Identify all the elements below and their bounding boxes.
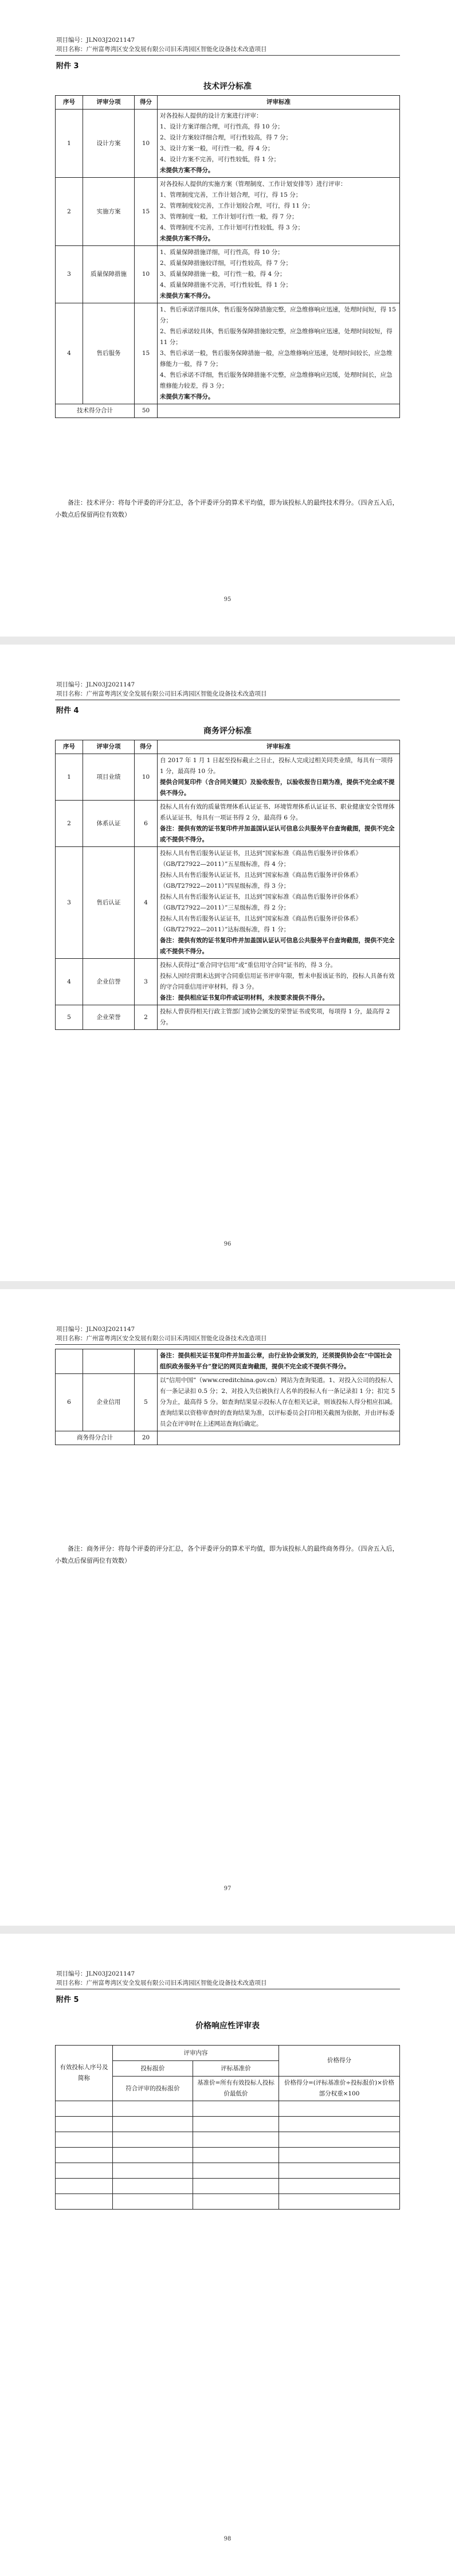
- table-row: [56, 754, 400, 801]
- row-criteria: [158, 801, 400, 847]
- attachment-label: 附件 4: [56, 707, 79, 715]
- row-number: 3: [56, 847, 83, 959]
- total-empty-cell: [158, 404, 400, 418]
- criteria-line: 自 2017 年 1 月 1 日起至投标截止之日止，投标人完成过相关同类业绩，每具有一项得 1 分，最高得 10 分。: [160, 757, 393, 775]
- row-criteria: [158, 847, 400, 959]
- page-header: [56, 680, 267, 698]
- row-score: 5: [135, 1374, 158, 1431]
- criteria-bold-note: 备注：提供有效的证书复印件并加盖国认证认可信息公共服务平台查询截图，提供不完全或不提供不得分。: [160, 937, 395, 955]
- total-value: 50: [135, 404, 158, 418]
- table-row: [56, 959, 400, 1005]
- bid-price-subheader: 符合评审的投标报价: [113, 2077, 193, 2101]
- criteria-bold-note: 未提供方案不得分。: [160, 393, 214, 400]
- criteria-line: 2、设计方案较详细合理，可行性较高，得 7 分；: [160, 134, 292, 141]
- bid-price-header: 投标报价: [113, 2061, 193, 2077]
- table-row: [56, 2132, 400, 2148]
- row-score: 6: [135, 801, 158, 847]
- criteria-bold-note: 未提供方案不得分。: [160, 235, 214, 242]
- row-score: 3: [135, 959, 158, 1005]
- criteria-line: 4、售后承诺不详细，售后服务保障措施不完整，应急维修响应迟缓，处理时间长，应急维修能力较差，得 3 分；: [160, 372, 393, 389]
- row-number: 6: [56, 1374, 83, 1431]
- criteria-line: 3、设计方案一般，可行性一般，得 4 分；: [160, 145, 274, 152]
- row-number: 3: [56, 246, 83, 303]
- header-divider: [55, 55, 400, 56]
- row-number: 2: [56, 801, 83, 847]
- table-row: [56, 847, 400, 959]
- row-number: 1: [56, 110, 83, 178]
- row-criteria: [158, 178, 400, 246]
- empty-cell: [56, 1349, 83, 1374]
- criteria-line: 3、管理制度一般，工作计划可行性一般，得 7 分；: [160, 213, 298, 220]
- criteria-line: 投标人具有有效的质量管理体系认证证书、环境管理体系认证证书、职业健康安全管理体系认证证书，每具有一项证书得 2 分，最高得 6 分。: [160, 803, 395, 821]
- row-criteria: [158, 959, 400, 1005]
- row-score: 15: [135, 178, 158, 246]
- criteria-bold-note: 提供合同复印件（含合同关键页）及验收报告，以验收报告日期为准，提供不完全或不提供不得分。: [160, 779, 395, 797]
- criteria-line: 1、质量保障措施详细，可行性高，得 10 分；: [160, 249, 284, 256]
- price-response-table: [55, 2045, 400, 2210]
- project-number: 项目编号：JLN03J2021147: [56, 1326, 135, 1333]
- total-label: 商务得分合计: [56, 1431, 135, 1445]
- bidder-header: 有效投标人序号及简称: [56, 2046, 113, 2101]
- row-score: 2: [135, 1005, 158, 1030]
- table-row: [56, 2194, 400, 2210]
- row-number: 2: [56, 178, 83, 246]
- total-empty-cell: [158, 1431, 400, 1445]
- criteria-line: 4、设计方案不完善，可行性较低，得 1 分；: [160, 156, 280, 163]
- row-item: 售后服务: [83, 303, 135, 404]
- table-title: 技术评分标准: [203, 82, 252, 91]
- row-item: 体系认证: [83, 801, 135, 847]
- document-page-3: [0, 1289, 455, 1926]
- table-row: [56, 246, 400, 303]
- criteria-line: 投标人因经营期未达到守合同重信用证书评审年限，暂未申报该证书的，投标人具备有效的守合同重信用评审材料，得 3 分。: [160, 973, 395, 990]
- table-row: [56, 178, 400, 246]
- project-name: 项目名称：广州富粤湾区安全发展有限公司旧禾湾园区智能化设备技术改造项目: [56, 1335, 267, 1342]
- project-name: 项目名称：广州富粤湾区安全发展有限公司旧禾湾园区智能化设备技术改造项目: [56, 46, 267, 53]
- col-header: 评审分项: [83, 740, 135, 754]
- row-item: 售后认证: [83, 847, 135, 959]
- table-row: [56, 2179, 400, 2194]
- row-item: 质量保障措施: [83, 246, 135, 303]
- row-criteria: [158, 1005, 400, 1030]
- criteria-line: 投标人具有售后服务认证证书，且达到“国家标准《商品售后服务评价体系》（GB/T27922—2011）”三星级标准，得 2 分；: [160, 893, 362, 911]
- criteria-line: 投标人具有售后服务认证证书，且达到“国家标准《商品售后服务评价体系》（GB/T27922—2011）”五星级标准，得 4 分；: [160, 850, 362, 868]
- col-header: 序号: [56, 740, 83, 754]
- row-criteria: [158, 303, 400, 404]
- criteria-line: 投标人具有售后服务认证证书，且达到“国家标准《商品售后服务评价体系》（GB/T27922—2011）”四星级标准，得 3 分；: [160, 872, 362, 889]
- table-row: [56, 1374, 400, 1431]
- page-number: 97: [223, 1886, 232, 1892]
- col-header: 评审标准: [158, 740, 400, 754]
- criteria-line: 投标人获得过“重合同守信用”或“重信用守合同”证书的，得 3 分。: [160, 962, 336, 969]
- criteria-line: 对各投标人提供的设计方案进行评审：: [160, 112, 262, 119]
- row-criteria: [158, 110, 400, 178]
- total-row: [56, 404, 400, 418]
- criteria-line: 4、质量保障措施不完善，可行性较低，得 1 分；: [160, 282, 292, 288]
- criteria-line: 3、质量保障措施一般，可行性一般，得 4 分；: [160, 271, 286, 278]
- table-row: [56, 1005, 400, 1030]
- col-header: 评审分项: [83, 96, 135, 110]
- col-header: 评审标准: [158, 96, 400, 110]
- project-number: 项目编号：JLN03J2021147: [56, 681, 135, 688]
- score-header: 价格得分: [279, 2046, 400, 2077]
- benchmark-header: 评标基准价: [193, 2061, 279, 2077]
- criteria-line: 2、管理制度较完善，工作计划较合理，可行，得 11 分；: [160, 202, 314, 209]
- total-value: 20: [135, 1431, 158, 1445]
- business-score-table-continued: [55, 1349, 400, 1445]
- table-header-row: [56, 96, 400, 110]
- page-number: 96: [223, 1241, 232, 1247]
- criteria-line: 对各投标人提供的实施方案（管理制度、工作计划安排等）进行评审：: [160, 181, 347, 188]
- row-score: 10: [135, 754, 158, 801]
- table-row: [56, 1349, 400, 1374]
- technical-note: 备注：技术评分：将每个评委的评分汇总，各个评委评分的算术平均值，即为该投标人的最终技术得分。（四舍五入后，小数点后保留两位有效数）: [55, 499, 399, 518]
- document-page-4: [0, 1934, 455, 2576]
- table-row: [56, 2148, 400, 2163]
- technical-score-table: [55, 95, 400, 418]
- row-number: 4: [56, 303, 83, 404]
- criteria-line: 1、售后承诺详细具体，售后服务保障措施完整，应急维修响应迅速，处理时间短，得 15 分；: [160, 306, 396, 324]
- project-number: 项目编号：JLN03J2021147: [56, 1970, 135, 1977]
- row-item: 企业荣誉: [83, 1005, 135, 1030]
- row-score: 4: [135, 847, 158, 959]
- total-label: 技术得分合计: [56, 404, 135, 418]
- page-number: 98: [223, 2536, 232, 2542]
- col-header: 得分: [135, 96, 158, 110]
- row-item: 设计方案: [83, 110, 135, 178]
- row-score: 10: [135, 246, 158, 303]
- row-number: 4: [56, 959, 83, 1005]
- table-title: 商务评分标准: [203, 727, 252, 736]
- project-number: 项目编号：JLN03J2021147: [56, 37, 135, 44]
- row-number: 1: [56, 754, 83, 801]
- col-header: 得分: [135, 740, 158, 754]
- business-score-table: [55, 740, 400, 1030]
- criteria-line: 1、管理制度完善，工作计划合理，可行，得 15 分；: [160, 192, 302, 198]
- page-header: [56, 1325, 267, 1343]
- content-header: 评审内容: [113, 2046, 279, 2061]
- criteria-line: 2、售后承诺较具体，售后服务保障措施较完整，应急维修响应迅速，处理时间较短，得 11 分；: [160, 328, 393, 346]
- benchmark-subheader: 基准价=所有有效投标人投标价最低价: [193, 2077, 279, 2101]
- continued-criteria-note: 备注：提供相关证书复印件并加盖公章，由行业协会颁发的，还须提供协会在“中国社会组织政务服务平台”登记的网页查询截图，提供不完全或不提供不得分。: [158, 1349, 400, 1374]
- document-page-1: [0, 0, 455, 637]
- project-name: 项目名称：广州富粤湾区安全发展有限公司旧禾湾园区智能化设备技术改造项目: [56, 1980, 267, 1986]
- row-score: 15: [135, 303, 158, 404]
- criteria-bold-note: 备注：提供相应证书复印件或证明材料，未按要求提供不得分。: [160, 994, 328, 1001]
- empty-cell: [83, 1349, 135, 1374]
- score-formula: 价格得分=(评标基准价÷投标报价)×价格部分权重×100: [279, 2077, 400, 2101]
- business-note: 备注：商务评分：将每个评委的评分汇总，各个评委评分的算术平均值，即为该投标人的最终商务得分。（四舍五入后，小数点后保留两位有效数）: [55, 1545, 399, 1564]
- page-header: [56, 36, 267, 54]
- criteria-bold-note: 未提供方案不得分。: [160, 292, 214, 299]
- row-item: 实施方案: [83, 178, 135, 246]
- criteria-bold-note: 未提供方案不得分。: [160, 167, 214, 174]
- row-number: 5: [56, 1005, 83, 1030]
- page-header: [56, 1969, 267, 1988]
- table-title: 价格响应性评审表: [195, 2021, 260, 2031]
- criteria-line: 投标人具有售后服务认证证书，且达到“国家标准《商品售后服务评价体系》（GB/T27922—2011）”达标级标准，得 1 分；: [160, 915, 362, 933]
- criteria-bold-note: 备注：提供有效的证书复印件并加盖国认证认可信息公共服务平台查询截图，提供不完全或不提供不得分。: [160, 825, 395, 843]
- criteria-line: 3、售后承诺一般，售后服务保障措施一般，应急维修响应迅速，处理时间较长，应急维修能力一般，得 7 分；: [160, 350, 393, 368]
- row-criteria: 以“信用中国”（www.creditchina.gov.cn）网站为查询渠道。1、对投入公司的投标人有一条记录扣 0.5 分；2、对投入失信被执行人名单的投标人有一条记录扣 1 分；扣完 5 分为止，最高得 5 分。如查询结果显示投标人存在相关记录，则该投标人得分相应扣减。查询结果以资格审查时的查询结果为准，以评标委员会打印相关截图为依据，并由评标委员会在评审时在上述网站查询后确定。: [158, 1374, 400, 1431]
- table-row: [56, 2117, 400, 2132]
- table-row: [56, 110, 400, 178]
- attachment-label: 附件 3: [56, 62, 79, 71]
- row-score: 10: [135, 110, 158, 178]
- col-header: 序号: [56, 96, 83, 110]
- row-item: 项目业绩: [83, 754, 135, 801]
- table-header-row: [56, 2046, 400, 2061]
- criteria-line: 4、管理制度不完善，工作计划可行性较低，得 3 分；: [160, 224, 304, 231]
- table-header-row: [56, 740, 400, 754]
- criteria-line: 投标人曾获得相关行政主管部门或协会颁发的荣誉证书或奖项，每项得 1 分，最高得 2 分。: [160, 1008, 390, 1026]
- criteria-line: 2、质量保障措施较详细，可行性较高，得 7 分；: [160, 260, 292, 267]
- project-name: 项目名称：广州富粤湾区安全发展有限公司旧禾湾园区智能化设备技术改造项目: [56, 690, 267, 697]
- table-row: [56, 2101, 400, 2117]
- table-row: [56, 2163, 400, 2179]
- row-criteria: [158, 246, 400, 303]
- attachment-label: 附件 5: [56, 1996, 79, 2004]
- row-criteria: [158, 754, 400, 801]
- row-item: 企业信用: [83, 1374, 135, 1431]
- criteria-line: 1、设计方案详细合理，可行性高，得 10 分；: [160, 123, 284, 130]
- table-row: [56, 801, 400, 847]
- total-row: [56, 1431, 400, 1445]
- table-row: [56, 303, 400, 404]
- header-divider: [55, 1344, 400, 1345]
- row-item: 企业信誉: [83, 959, 135, 1005]
- empty-cell: [135, 1349, 158, 1374]
- document-page-2: [0, 645, 455, 1281]
- page-number: 95: [223, 596, 232, 603]
